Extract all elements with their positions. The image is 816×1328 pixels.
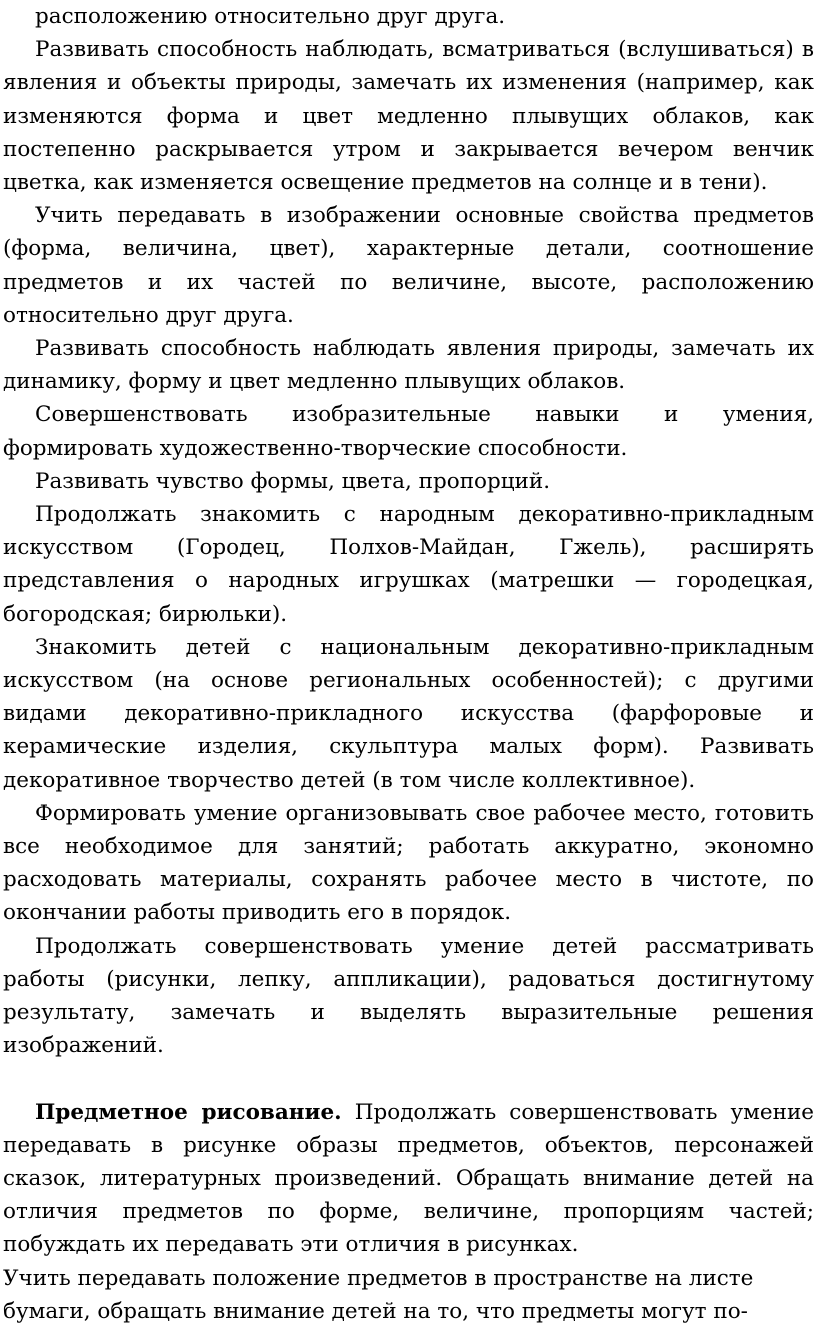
section-text: Продолжать совершенствовать умение передавать в рисунке образы предметов, объектов, персонажей сказок, литературных произведений. Обращать внимание детей на отличия предметов по форме, величине, пропорциям частей; побуждать их передавать эти отличия в рисунках. (3, 1099, 814, 1258)
paragraph: Развивать чувство формы, цвета, пропорций. (35, 468, 551, 494)
paragraph: Учить передавать в изображении основные свойства предметов (форма, величина, цвет), характерные детали, соотношение предметов и их частей по величине, высоте, расположению относительно друг друга. (3, 203, 814, 328)
paragraph: Формировать умение организовывать свое рабочее место, готовить все необходимое для занятий; работать аккуратно, экономно расходовать материалы, сохранять рабочее место в чистоте, по окончании работы приводить его в порядок. (3, 800, 814, 926)
section-heading: Предметное рисование. (35, 1099, 342, 1125)
paragraph: расположению относительно друг друга. (35, 4, 506, 29)
tail-line: бумаги, обращать внимание детей на то, что предметы могут по- (3, 1298, 748, 1324)
paragraph: Продолжать совершенствовать умение детей рассматривать работы (рисунки, лепку, аппликации), радоваться достигнутому результату, замечать и выделять выразительные решения изображений. (3, 933, 814, 1059)
paragraph: Развивать способность наблюдать, всматриваться (вслушиваться) в явления и объекты природы, замечать их изменения (например, как изменяются форма и цвет медленно плывущих облаков, как постепенно раскрывается утром и закрывается вечером венчик цветка, как изменяется освещение предметов на солнце и в тени). (3, 37, 814, 196)
paragraph: Развивать способность наблюдать явления природы, замечать их динамику, форму и цвет медленно плывущих облаков. (3, 336, 814, 395)
paragraph: Совершенствовать изобразительные навыки и умения, формировать художественно-творческие способности. (3, 402, 814, 461)
section-paragraph (3, 1096, 814, 1262)
paragraph: Знакомить детей с национальным декоративно-прикладным искусством (на основе региональных особенностей); с другими видами декоративно-прикладного искусства (фарфоровые и керамические изделия, скульптура малых форм). Развивать декоративное творчество детей (в том числе коллективное). (3, 634, 814, 793)
paragraph: Продолжать знакомить с народным декоративно-прикладным искусством (Городец, Полхов-Майдан, Гжель), расширять представления о народных игрушках (матрешки — городецкая, богородская; бирюльки). (3, 502, 814, 627)
document-page (3, 0, 814, 1328)
tail-line: Учить передавать положение предметов в пространстве на листе (3, 1265, 754, 1291)
